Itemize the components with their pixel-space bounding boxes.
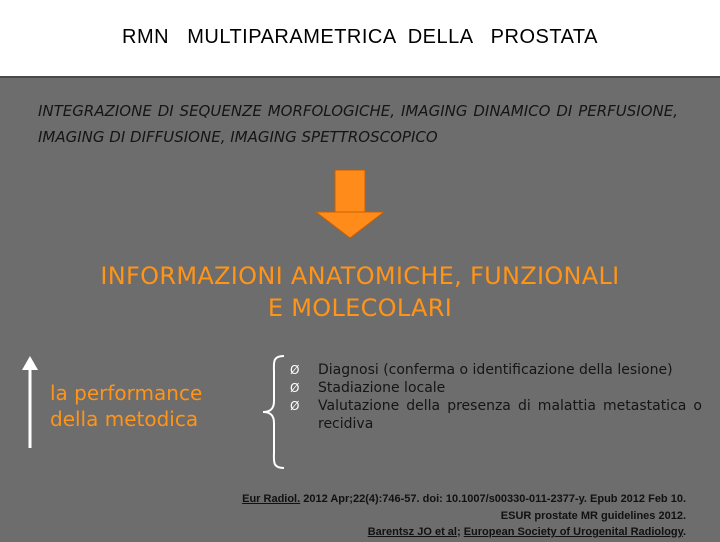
list-item xyxy=(290,379,702,397)
performance-line-2: della metodica xyxy=(50,407,199,431)
slide-title: RMN MULTIPARAMETRICA DELLA PROSTATA xyxy=(122,26,598,48)
arrow-bullet-icon: Ø xyxy=(290,399,300,413)
list-item xyxy=(290,361,702,379)
headline-line-1: INFORMAZIONI ANATOMICHE, FUNZIONALI xyxy=(100,262,620,290)
intro-text: INTEGRAZIONE DI SEQUENZE MORFOLOGICHE, IMAGING DINAMICO DI PERFUSIONE, IMAGING DI DIFFUSIONE, IMAGING SPETTROSCOPICO xyxy=(38,102,678,146)
up-arrow-icon xyxy=(19,356,41,450)
performance-label xyxy=(50,380,202,432)
bullet-text: Valutazione della presenza di malattia metastatica o recidiva xyxy=(318,398,702,432)
reference-separator: ; xyxy=(456,526,464,538)
curly-brace-icon xyxy=(260,353,288,471)
performance-line-1: la performance xyxy=(50,381,203,405)
reference-journal-link[interactable]: Eur Radiol. xyxy=(242,493,301,505)
reference-1 xyxy=(242,491,686,508)
reference-2: ESUR prostate MR guidelines 2012. xyxy=(500,509,686,522)
bullet-text: Diagnosi (conferma o identificazione della lesione) xyxy=(318,362,673,378)
bullet-list xyxy=(290,361,702,433)
headline xyxy=(20,260,700,324)
down-arrow-icon xyxy=(314,170,386,240)
arrow-bullet-icon: Ø xyxy=(290,363,300,377)
reference-society-link[interactable]: European Society of Urogenital Radiology xyxy=(463,526,683,538)
references xyxy=(242,491,686,541)
reference-3 xyxy=(242,524,686,541)
list-item xyxy=(290,397,702,433)
reference-authors-link[interactable]: Barentsz JO et al xyxy=(367,526,457,538)
content-panel xyxy=(0,76,720,542)
headline-line-2: E MOLECOLARI xyxy=(267,294,453,322)
arrow-bullet-icon: Ø xyxy=(290,381,300,395)
reference-1-details: 2012 Apr;22(4):746-57. doi: 10.1007/s00330-011-2377-y. Epub 2012 Feb 10. xyxy=(300,493,686,505)
bullet-text: Stadiazione locale xyxy=(318,380,446,396)
reference-end: . xyxy=(682,526,686,538)
